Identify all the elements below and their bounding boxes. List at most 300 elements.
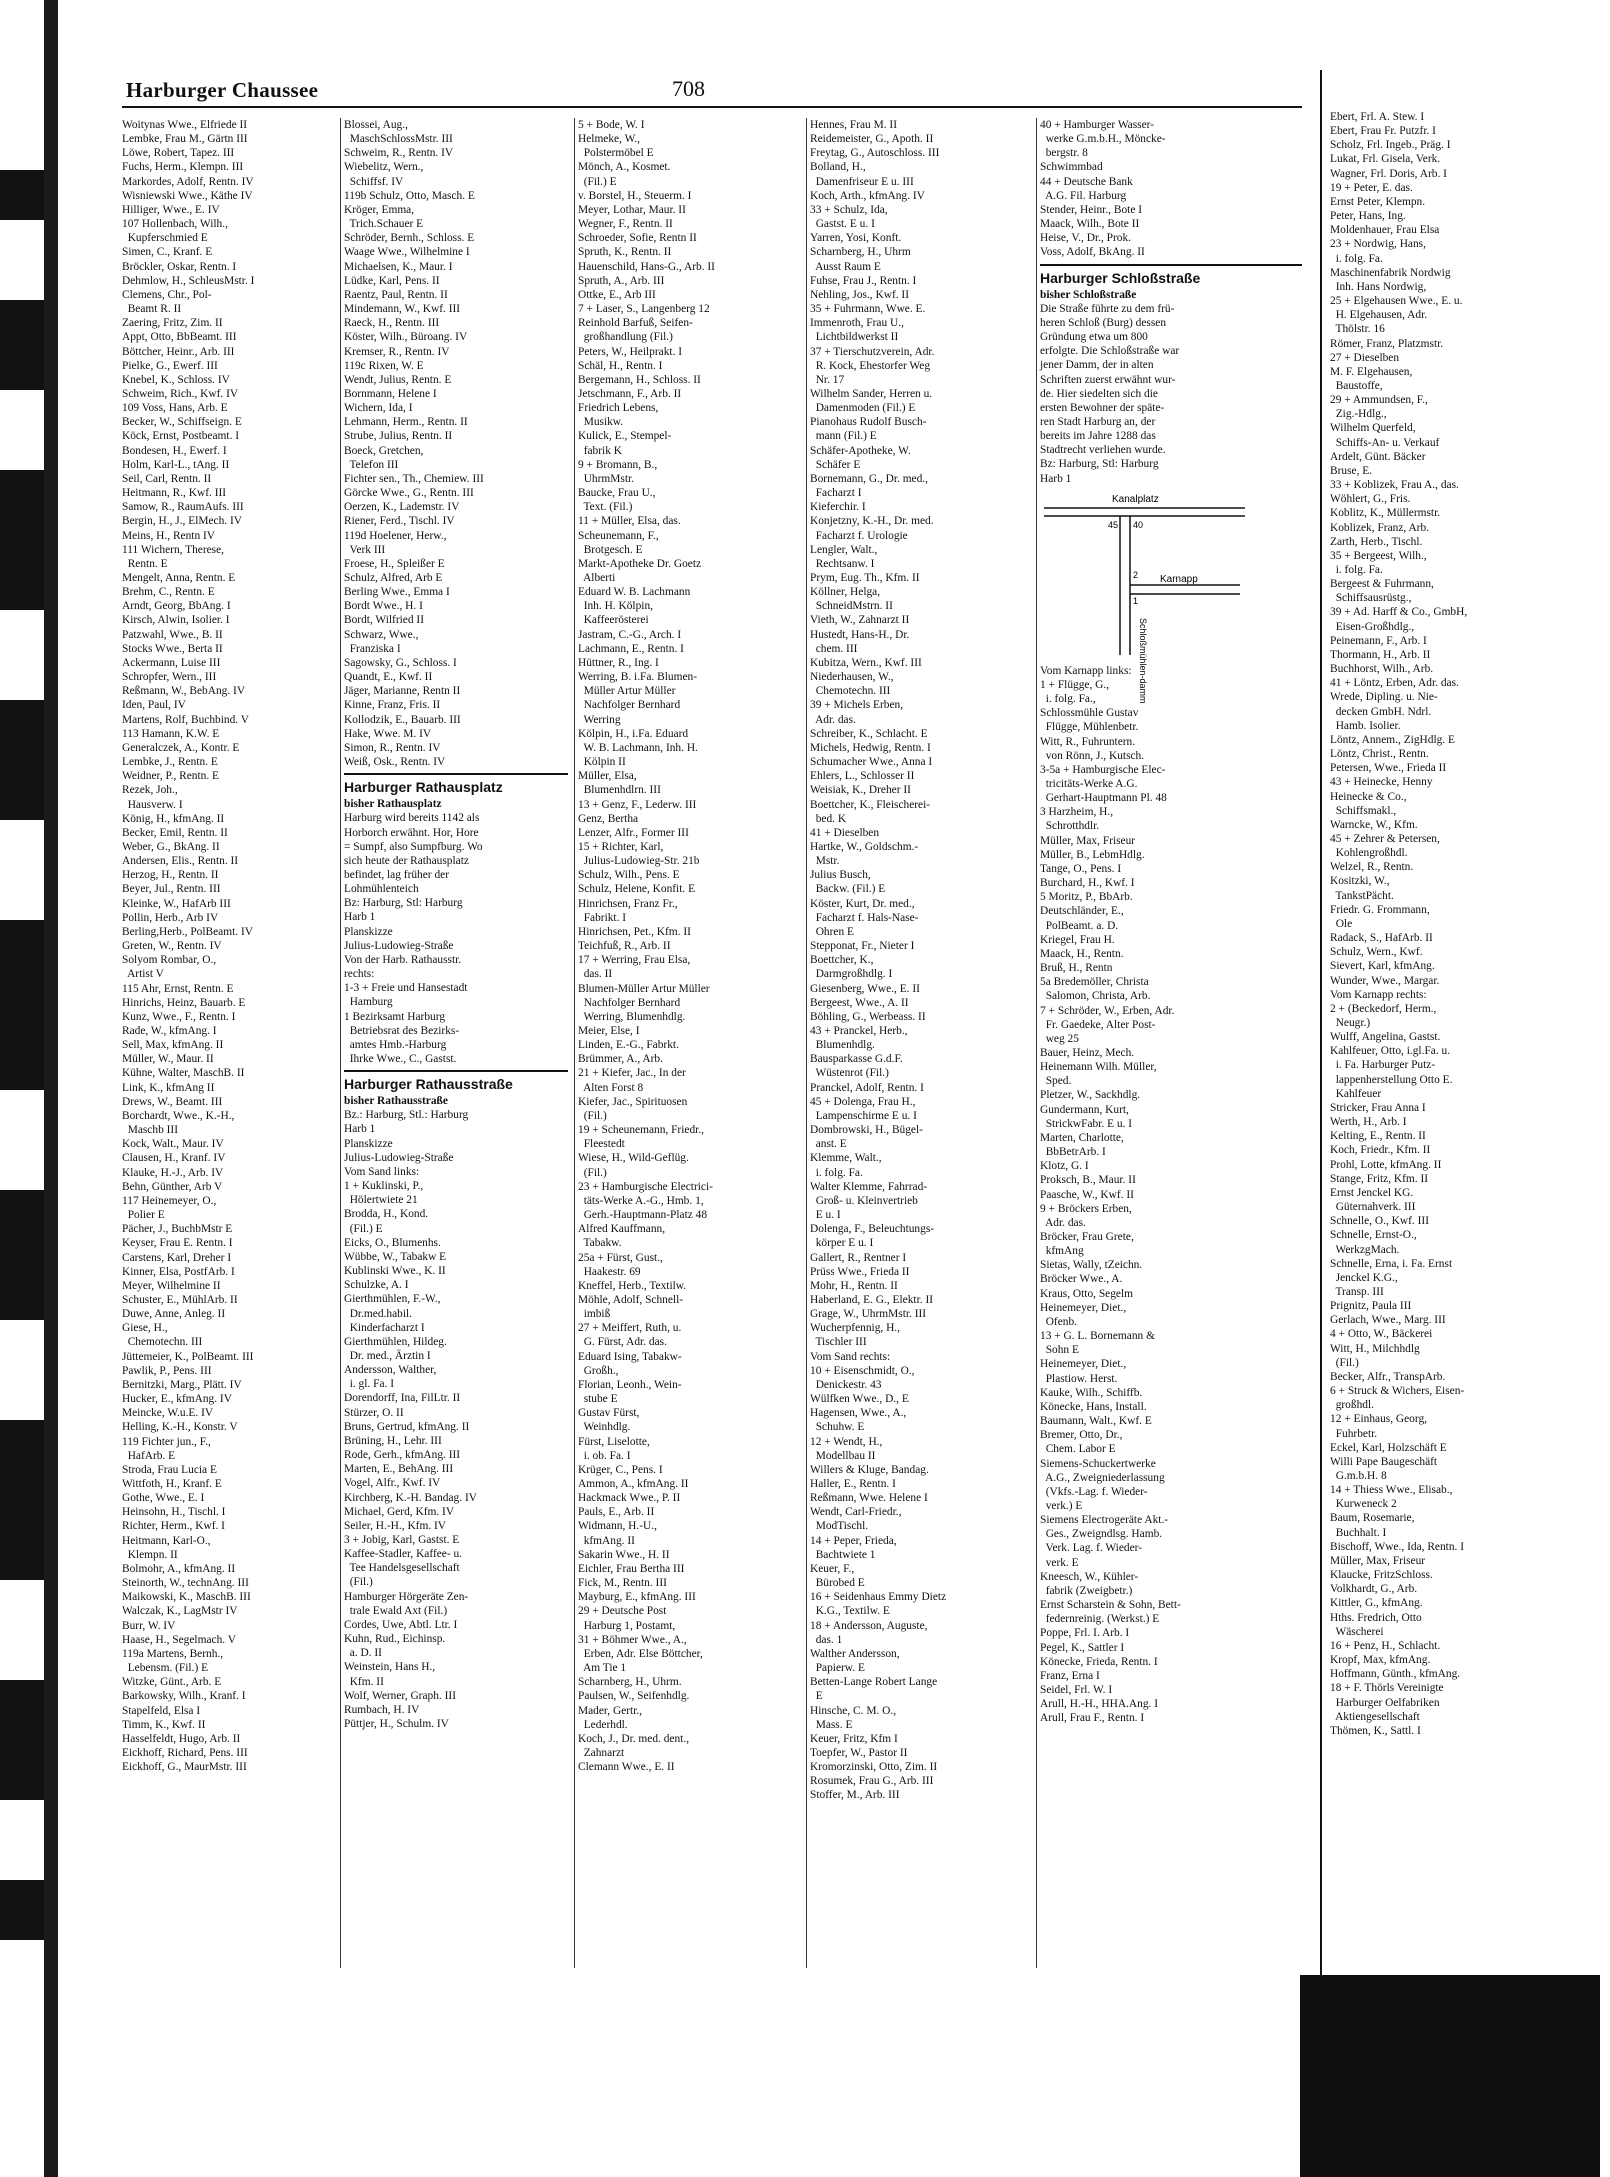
directory-entry: Harburg 1, Postamt, (578, 1619, 676, 1632)
directory-entry: Schrotthdlr. (1040, 820, 1100, 833)
thumb-index-tab (0, 1880, 44, 1940)
page-binding-edge (0, 0, 44, 2177)
directory-entry: Stepponat, Fr., Nieter I (810, 940, 915, 953)
directory-entry: Pauls, E., Arb. II (578, 1506, 655, 1519)
directory-entry: Kupferschmied E (122, 232, 208, 245)
directory-entry: das. II (578, 968, 613, 981)
directory-entry: 39 + Ad. Harff & Co., GmbH, (1330, 606, 1468, 619)
directory-entry: Kinne, Franz, Fris. II (344, 699, 441, 712)
directory-entry: E u. I (810, 1209, 841, 1222)
directory-entry: Bolland, H., (810, 161, 866, 174)
directory-entry: Tabakw. (578, 1237, 622, 1250)
directory-entry: Eckel, Karl, Holzschäft E (1330, 1441, 1447, 1454)
directory-entry: Ebert, Frau Fr. Putzfr. I (1330, 125, 1436, 138)
directory-entry: Bausparkasse G.d.F. (810, 1053, 903, 1066)
directory-entry: Fr. Gaedeke, Alter Post- (1040, 1018, 1156, 1031)
directory-entry: Ardelt, Günt. Bäcker (1330, 450, 1426, 463)
directory-entry: Schiffs-An- u. Verkauf (1330, 436, 1440, 449)
directory-entry: Thömen, K., Sattl. I (1330, 1724, 1421, 1737)
directory-entry: Thormann, H., Arb. II (1330, 648, 1431, 661)
directory-entry: Wilhelm Sander, Herren u. (810, 387, 933, 400)
directory-entry: Ofenb. (1040, 1315, 1078, 1328)
directory-entry: 14 + Thiess Wwe., Elisab., (1330, 1484, 1453, 1497)
directory-entry: Willi Pape Baugeschäft (1330, 1455, 1438, 1468)
directory-entry: Drews, W., Beamt. III (122, 1095, 223, 1108)
directory-entry: Quandt, E., Kwf. II (344, 671, 433, 684)
directory-entry: Andersen, Elis., Rentn. II (122, 855, 239, 868)
directory-entry: Markordes, Adolf, Rentn. IV (122, 175, 254, 188)
directory-entry: de. Hier siedelten sich die (1040, 387, 1158, 400)
directory-entry: Maack, Wilh., Bote II (1040, 218, 1140, 231)
directory-entry: Weiß, Osk., Rentn. IV (344, 756, 446, 769)
directory-entry: Rode, Gerh., kfmAng. III (344, 1449, 461, 1462)
directory-entry: Lembke, J., Rentn. E (122, 756, 218, 769)
directory-entry: E (810, 1690, 823, 1703)
directory-entry: Fuchs, Herm., Klempn. III (122, 161, 244, 174)
directory-entry: Timm, K., Kwf. II (122, 1718, 206, 1731)
directory-entry: Haller, E., Rentn. I (810, 1478, 896, 1490)
directory-entry: Bondesen, H., Ewerf. I (122, 444, 227, 457)
directory-entry: Mayburg, E., kfmAng. III (578, 1591, 696, 1604)
directory-entry: Rentn. E (122, 557, 168, 570)
directory-entry: mann (Fil.) E (810, 430, 877, 443)
directory-entry: Salomon, Christa, Arb. (1040, 990, 1151, 1003)
directory-entry: Boeck, Gretchen, (344, 444, 424, 457)
directory-entry: Chemotechn. III (810, 685, 891, 698)
directory-entry: Reßmann, W., BebAng. IV (122, 685, 246, 698)
directory-entry: Kirsch, Alwin, Isolier. I (122, 614, 230, 627)
directory-entry: Harb 1 (1040, 472, 1072, 485)
directory-entry: K.G., Textilw. E (810, 1605, 890, 1618)
directory-entry: Gerh.-Hauptmann-Platz 48 (578, 1209, 708, 1222)
directory-entry: Könecke, Hans, Install. (1040, 1400, 1147, 1413)
directory-entry: Schulzke, A. I (344, 1279, 409, 1292)
directory-entry: Sell, Max, kfmAng. II (122, 1039, 224, 1052)
directory-entry: großhdl. (1330, 1399, 1374, 1412)
directory-entry: 17 + Werring, Frau Elsa, (578, 954, 691, 967)
directory-entry: Bz: Harburg, Stl: Harburg (344, 897, 463, 910)
directory-entry: 29 + Ammundsen, F., (1330, 394, 1428, 407)
directory-entry: Froese, H., Spleißer E (344, 557, 445, 570)
directory-entry: Klauke, H.-J., Arb. IV (122, 1166, 224, 1179)
directory-entry: Lederhdl. (578, 1718, 628, 1731)
directory-entry: 41 + Löntz, Erben, Adr. das. (1330, 677, 1459, 690)
directory-entry: Borchardt, Wwe., K.-H., (122, 1109, 235, 1122)
directory-entry: Michels, Hedwig, Rentn. I (810, 741, 931, 754)
directory-entry: Peter, Hans, Ing. (1330, 210, 1406, 223)
directory-entry: Damenfriseur E u. III (810, 175, 914, 188)
directory-entry: Schiffsmakl., (1330, 804, 1397, 817)
directory-entry: HafArb. E (122, 1449, 176, 1462)
directory-entry: Zig.-Hdlg., (1330, 408, 1387, 421)
directory-entry: Schäl, H., Rentn. I (578, 359, 663, 372)
directory-entry: 5 + Bode, W. I (578, 119, 645, 131)
directory-entry: Tischler III (810, 1336, 867, 1349)
column-5 (1040, 118, 1302, 1968)
directory-entry: Wegner, F., Rentn. II (578, 218, 673, 231)
directory-entry: Arull, H.-H., HHA.Ang. I (1040, 1698, 1159, 1711)
directory-entry: Helling, K.-H., Konstr. V (122, 1421, 238, 1434)
map-label: 40 (1133, 519, 1144, 530)
directory-entry: 9 + Bromann, B., (578, 458, 658, 471)
directory-entry: Becker, Alfr., TranspArb. (1330, 1370, 1446, 1383)
directory-entry: Clausen, H., Kranf. IV (122, 1152, 226, 1165)
directory-entry: Poppe, Frl. I. Arb. I (1040, 1627, 1130, 1640)
directory-entry: UhrmMstr. (578, 472, 635, 485)
directory-entry: Scharnberg, H., Uhrm (810, 246, 911, 259)
directory-entry: Wunder, Wwe., Margar. (1330, 974, 1440, 987)
directory-entry: Sievert, Karl, kfmAng. (1330, 960, 1435, 973)
directory-entry: fabrik (Zweigbetr.) (1040, 1584, 1133, 1597)
directory-entry: anst. E (810, 1138, 847, 1151)
directory-entry: Marten, Charlotte, (1040, 1131, 1124, 1144)
directory-entry: 9 + Bröckers Erben, (1040, 1202, 1132, 1215)
directory-entry: Ihrke Wwe., C., Gastst. (344, 1053, 457, 1065)
directory-entry: Prym, Eug. Th., Kfm. II (810, 572, 920, 584)
directory-entry: (Fil.) E (344, 1222, 383, 1235)
directory-entry: verk.) E (1040, 1499, 1083, 1512)
directory-entry: Wendt, Julius, Rentn. E (344, 373, 452, 386)
directory-entry: jener Damm, der in alten (1040, 359, 1154, 372)
directory-entry: trale Ewald Axt (Fil.) (344, 1604, 448, 1617)
directory-entry: Brüning, H., Lehr. III (344, 1434, 442, 1447)
directory-entry: 13 + G. L. Bornemann & (1040, 1330, 1155, 1343)
directory-entry: 119d Hoelener, Herw., (344, 529, 447, 542)
directory-entry: 13 + Genz, F., Lederw. III (578, 798, 697, 811)
directory-entry: Rechtsanw. I (810, 557, 875, 570)
directory-entry: Paulsen, W., Seifenhdlg. (578, 1690, 690, 1703)
directory-entry: PolBeamt. a. D. (1040, 919, 1119, 932)
directory-entry: heren Schloß (Burg) dessen (1040, 316, 1167, 329)
directory-entry: Hinrichsen, Pet., Kfm. II (578, 925, 691, 938)
directory-entry: Kauke, Wilh., Schiffb. (1040, 1386, 1143, 1399)
directory-entry: Rosumek, Frau G., Arb. III (810, 1775, 934, 1788)
directory-entry: 27 + Dieselben (1330, 351, 1400, 364)
directory-entry: Wucherpfennig, H., (810, 1322, 901, 1335)
directory-entry: Kuhn, Rud., Eichinsp. (344, 1633, 446, 1646)
directory-entry: Patzwahl, Wwe., B. II (122, 628, 223, 641)
directory-entry: Zahnarzt (578, 1746, 625, 1759)
directory-entry: 3 + Jobig, Karl, Gastst. E (344, 1534, 460, 1546)
directory-entry: Meincke, W.u.E. IV (122, 1407, 214, 1420)
directory-entry: Plastiow. Herst. (1040, 1372, 1118, 1385)
directory-entry: Klaucke, FritzSchloss. (1330, 1569, 1433, 1582)
directory-entry: Gallert, R., Rentner I (810, 1251, 907, 1264)
directory-entry: Hölertwiete 21 (344, 1194, 418, 1207)
directory-page (122, 70, 1302, 1975)
directory-entry: Heitmann, Karl-O., (122, 1534, 211, 1547)
directory-entry: Prohl, Lotte, kfmAng. II (1330, 1158, 1442, 1171)
directory-entry: Köck, Ernst, Postbeamt. I (122, 430, 240, 443)
directory-entry: Seiler, H.-H., Kfm. IV (344, 1519, 447, 1532)
directory-entry: Hüttner, R., Ing. I (578, 656, 659, 669)
directory-entry: Kositzki, W., (1330, 875, 1390, 888)
directory-entry: ersten Bewohner der späte- (1040, 401, 1165, 414)
directory-entry: Bolmohr, A., kfmAng. II (122, 1562, 236, 1575)
directory-entry: Eduard W. B. Lachmann (578, 586, 691, 599)
directory-entry: Weidner, P., Rentn. E (122, 770, 220, 783)
directory-entry: Pächer, J., BuchbMstr E (122, 1223, 233, 1236)
directory-entry: Wisniewski Wwe., Käthe IV (122, 189, 253, 202)
directory-entry: Schnelle, Ernst-O., (1330, 1229, 1417, 1242)
directory-entry: Am Tie 1 (578, 1662, 627, 1675)
directory-entry: Görcke Wwe., G., Rentn. III (344, 487, 474, 500)
directory-entry: Schnelle, Erna, i. Fa. Ernst (1330, 1257, 1453, 1270)
directory-entry: Heise, V., Dr., Prok. (1040, 232, 1132, 245)
directory-entry: Ausst Raum E (810, 260, 881, 273)
directory-entry: Gerlach, Wwe., Marg. III (1330, 1314, 1446, 1327)
directory-entry: Vieth, W., Zahnarzt II (810, 614, 910, 627)
directory-entry: Gierthmühlen, F.-W., (344, 1293, 441, 1306)
directory-entry: Duwe, Anne, Anleg. II (122, 1308, 226, 1321)
directory-entry: Stroda, Frau Lucia E (122, 1463, 217, 1476)
directory-entry: Schuhw. E (810, 1421, 865, 1434)
directory-entry: Schröder, Bernh., Schloss. E (344, 232, 475, 245)
directory-entry: Stapelfeld, Elsa I (122, 1704, 201, 1717)
directory-entry: Eicks, O., Blumenhs. (344, 1236, 441, 1249)
directory-entry: amtes Hmb.-Harburg (344, 1038, 447, 1051)
directory-entry: Kelting, E., Rentn. II (1330, 1130, 1426, 1143)
directory-entry: Jüttemeier, K., PolBeamt. III (122, 1350, 254, 1363)
directory-entry: Raentz, Paul, Rentn. II (344, 288, 448, 301)
directory-entry: Michaelsen, K., Maur. I (344, 260, 453, 273)
directory-entry: Aktiengesellschaft (1330, 1710, 1420, 1723)
directory-entry: Lukat, Frl. Gisela, Verk. (1330, 153, 1441, 166)
directory-entry: 37 + Tierschutzverein, Adr. (810, 345, 935, 358)
directory-entry: Schumacher Wwe., Anna I (810, 756, 933, 769)
directory-entry: 19 + Peter, E. das. (1330, 181, 1413, 194)
directory-entry: Transp. III (1330, 1285, 1384, 1298)
directory-entry: Hinrichs, Heinz, Bauarb. E (122, 996, 246, 1009)
directory-entry: Dr.med.habil. (344, 1307, 413, 1320)
directory-entry: Harb 1 (344, 1123, 376, 1136)
directory-entry: Dolenga, F., Beleuchtungs- (810, 1223, 935, 1236)
directory-entry: Scharnberg, H., Uhrm. (578, 1676, 682, 1689)
directory-entry: Franz, Erna I (1040, 1669, 1100, 1682)
directory-entry: Eichler, Frau Bertha III (578, 1562, 685, 1575)
directory-entry: Krüger, C., Pens. I (578, 1463, 663, 1476)
directory-entry: Brehm, C., Rentn. E (122, 586, 215, 599)
directory-entry: Facharzt I (810, 487, 862, 500)
directory-entry: Weinstein, Hans H., (344, 1661, 436, 1674)
directory-entry: Schulz, Wilh., Pens. E (578, 869, 680, 882)
directory-entry: Florian, Leonh., Wein- (578, 1378, 682, 1391)
thumb-index-tab (0, 700, 44, 820)
directory-entry: Siemens Electrogeräte Akt.- (1040, 1514, 1169, 1527)
directory-entry: 7 + Schröder, W., Erben, Adr. (1040, 1004, 1175, 1017)
directory-entry: Tange, O., Pens. I (1040, 862, 1122, 875)
directory-entry: Wiese, H., Wild-Geflüg. (578, 1152, 689, 1165)
directory-entry: großhandlung (Fil.) (578, 331, 673, 344)
directory-entry: Kfm. II (344, 1675, 384, 1688)
directory-entry: Giesenberg, Wwe., E. II (810, 982, 920, 995)
directory-entry: Rumbach, H. IV (344, 1703, 420, 1716)
directory-entry: Betriebsrat des Bezirks- (344, 1024, 460, 1037)
directory-entry: Fuhrbetr. (1330, 1427, 1378, 1440)
directory-entry: Julius-Ludowieg-Straße (344, 939, 454, 952)
directory-entry: Helmeke, W., (578, 133, 641, 146)
directory-entry: Kinderfacharzt I (344, 1321, 425, 1334)
directory-entry: StrickwFabr. E u. I (1040, 1117, 1133, 1130)
directory-entry: Eickhoff, G., MaurMstr. III (122, 1761, 247, 1774)
directory-entry: Klempn. II (122, 1548, 178, 1561)
directory-entry: Sohn E (1040, 1344, 1079, 1357)
directory-entry: Jetschmann, F., Arb. II (578, 387, 682, 400)
map-label: Kanalplatz (1112, 493, 1159, 505)
directory-entry: Schreiber, K., Schlacht. E (810, 727, 928, 740)
directory-entry: Alberti (578, 572, 616, 584)
directory-entry: Stocks Wwe., Berta II (122, 642, 223, 655)
directory-entry: Holm, Karl-L., tAng. II (122, 458, 230, 471)
directory-entry: 7 + Laser, S., Langenberg 12 (578, 303, 710, 316)
directory-entry: Bischoff, Wwe., Ida, Rentn. I (1330, 1540, 1465, 1553)
directory-entry: Mass. E (810, 1718, 853, 1731)
directory-entry: Pianohaus Rudolf Busch- (810, 416, 927, 429)
directory-entry: Voss, Adolf, BkAng. II (1040, 246, 1145, 259)
facing-page-top (1320, 0, 1600, 70)
directory-entry: Scholz, Frl. Ingeb., Präg. I (1330, 139, 1451, 152)
directory-entry: Franziska I (344, 642, 401, 655)
directory-entry: Backw. (Fil.) E (810, 883, 886, 896)
directory-entry: Hackmack Wwe., P. II (578, 1492, 681, 1505)
directory-entry: 44 + Deutsche Bank (1040, 175, 1133, 188)
directory-entry: Kock, Walt., Maur. IV (122, 1138, 224, 1151)
directory-entry: Teichfuß, R., Arb. II (578, 940, 671, 953)
directory-entry: Darmgroßhdlg. I (810, 968, 893, 981)
directory-entry: Facharzt f. Urologie (810, 529, 908, 542)
map-label: Schloßmühlen-damm (1138, 617, 1148, 704)
directory-entry: 33 + Koblizek, Frau A., das. (1330, 479, 1459, 492)
directory-entry: Müller, B., LebmHdlg. (1040, 848, 1145, 861)
page-header (122, 76, 1302, 108)
directory-entry: Schulz, Alfred, Arb E (344, 572, 443, 584)
directory-entry: Bz.: Harburg, Stl.: Harburg (344, 1109, 469, 1122)
directory-entry: Inh. Hans Nordwig, (1330, 280, 1427, 293)
directory-entry: Nachfolger Bernhard (578, 996, 681, 1009)
directory-entry: Mindemann, W., Kwf. III (344, 303, 461, 316)
directory-entry: Schropfer, Wern., III (122, 671, 217, 684)
directory-entry: Planskizze (344, 925, 393, 938)
directory-entry: Blumenhdlrn. III (578, 784, 661, 797)
directory-entry: Kittler, G., kfmAng. (1330, 1597, 1423, 1610)
directory-entry: Waage Wwe., Wilhelmine I (344, 246, 470, 259)
directory-entry: Kunz, Wwe., F., Rentn. I (122, 1010, 236, 1023)
directory-entry: Brodda, H., Kond. (344, 1208, 429, 1221)
directory-entry: Lenzer, Alfr., Former III (578, 826, 689, 839)
directory-entry: Witt, R., Fuhruntern. (1040, 735, 1136, 748)
directory-entry: Schwimmbad (1040, 161, 1103, 174)
directory-entry: Gundermann, Kurt, (1040, 1103, 1129, 1116)
directory-entry: Rezek, Joh., (122, 784, 178, 797)
directory-entry: Gründung etwa um 800 (1040, 331, 1148, 344)
directory-entry: SchneidMstrn. II (810, 600, 893, 613)
directory-entry: Alfred Kauffmann, (578, 1223, 666, 1236)
column-1 (122, 118, 336, 1968)
directory-entry: 39 + Michels Erben, (810, 699, 904, 712)
directory-entry: Baum, Rosemarie, (1330, 1512, 1415, 1525)
directory-entry: bergstr. 8 (1040, 147, 1088, 160)
directory-entry: i. folg. Fa., (1040, 693, 1096, 706)
directory-entry: Bürobed E (810, 1577, 865, 1590)
directory-entry: Linden, E.-G., Fabrkt. (578, 1039, 679, 1052)
directory-entry: Pegel, K., Sattler I (1040, 1641, 1125, 1654)
directory-entry: Kublinski Wwe., K. II (344, 1265, 446, 1278)
directory-entry: Spruth, K., Rentn. II (578, 246, 672, 259)
directory-entry: Bremer, Otto, Dr., (1040, 1429, 1123, 1442)
directory-entry: R. Kock, Ehestorfer Weg (810, 359, 931, 372)
directory-entry: Ohren E (810, 925, 854, 938)
directory-entry: 109 Voss, Hans, Arb. E (122, 402, 228, 415)
directory-entry: Schweim, Rich., Kwf. IV (122, 387, 239, 400)
directory-entry: Bornmann, Helene I (344, 387, 437, 400)
directory-entry: Dr. med., Ärztin I (344, 1349, 431, 1362)
directory-entry: Koblizek, Franz, Arb. (1330, 521, 1430, 534)
directory-entry: Riener, Ferd., Tischl. IV (344, 515, 455, 528)
directory-entry: Wrede, Dipling. u. Nie- (1330, 691, 1438, 704)
directory-entry: Schriften zuerst erwähnt wur- (1040, 373, 1176, 386)
directory-entry: Eisen-Großhdlg., (1330, 620, 1415, 633)
directory-entry: Weinhdlg. (578, 1421, 631, 1434)
directory-entry: Vom Sand rechts: (810, 1350, 891, 1363)
directory-entry: Niederhausen, W., (810, 671, 894, 684)
directory-entry: Schnelle, O., Kwf. III (1330, 1215, 1430, 1228)
directory-entry: Lengler, Walt., (810, 543, 878, 556)
directory-entry: Kubitza, Wern., Kwf. III (810, 656, 922, 669)
directory-entry: Ehlers, L., Schlosser II (810, 770, 915, 783)
directory-entry: Bröckler, Oskar, Rentn. I (122, 260, 237, 273)
directory-entry: Marten, E., BehAng. III (344, 1463, 454, 1476)
directory-entry: Kraus, Otto, Segelm (1040, 1287, 1134, 1300)
directory-entry: Mengelt, Anna, Rentn. E (122, 572, 236, 584)
directory-entry: Giese, H., (122, 1322, 168, 1335)
directory-entry: Strube, Julius, Rentn. II (344, 430, 453, 443)
directory-entry: Müller Artur Müller (578, 685, 676, 698)
directory-entry: Möhle, Adolf, Schnell- (578, 1293, 684, 1306)
directory-entry: TankstPächt. (1330, 889, 1394, 902)
directory-entry: Kneesch, W., Kühler- (1040, 1570, 1139, 1583)
directory-entry: Polstermöbel E (578, 147, 654, 160)
directory-entry: Seidel, Frl. W. I (1040, 1684, 1113, 1696)
directory-entry: 3 Harzheim, H., (1040, 806, 1114, 819)
directory-entry: Blossei, Aug., (344, 119, 408, 131)
directory-entry: 11 + Müller, Elsa, das. (578, 515, 681, 528)
directory-entry: Keuer, F., (810, 1562, 855, 1575)
directory-entry: Groß- u. Kleinvertrieb (810, 1194, 918, 1207)
directory-entry: Böhling, G., Werbeass. II (810, 1010, 926, 1023)
directory-entry: Cordes, Uwe, Abtl. Ltr. I (344, 1618, 458, 1631)
directory-entry: Toepfer, W., Pastor II (810, 1746, 908, 1759)
directory-entry: Bz: Harburg, Stl: Harburg (1040, 458, 1159, 471)
directory-entry: G.m.b.H. 8 (1330, 1470, 1387, 1482)
column-2 (344, 118, 568, 1968)
directory-entry: Löwe, Robert, Tapez. III (122, 147, 235, 160)
directory-entry: Spruth, A., Arb. III (578, 274, 665, 287)
directory-entry: Richter, Herm., Kwf. I (122, 1520, 225, 1533)
directory-entry: Schiffsf. IV (344, 175, 404, 188)
directory-entry: Haakestr. 69 (578, 1265, 641, 1278)
directory-entry: Bordt, Wilfried II (344, 614, 424, 627)
directory-entry: Peters, W., Heilprakt. I (578, 345, 683, 358)
directory-entry: Alten Forst 8 (578, 1081, 644, 1094)
directory-entry: Buchhalt. I (1330, 1526, 1387, 1539)
directory-entry: (Vkfs.-Lag. f. Wieder- (1040, 1485, 1148, 1498)
directory-entry: Behn, Günther, Arb V (122, 1180, 223, 1193)
directory-entry: Hinsche, C. M. O., (810, 1704, 897, 1717)
directory-entry: bed. K (810, 812, 847, 825)
directory-entry: Nachfolger Bernhard (578, 699, 681, 712)
directory-entry: imbiß (578, 1308, 611, 1321)
directory-entry: 111 Wichern, Therese, (122, 543, 225, 556)
